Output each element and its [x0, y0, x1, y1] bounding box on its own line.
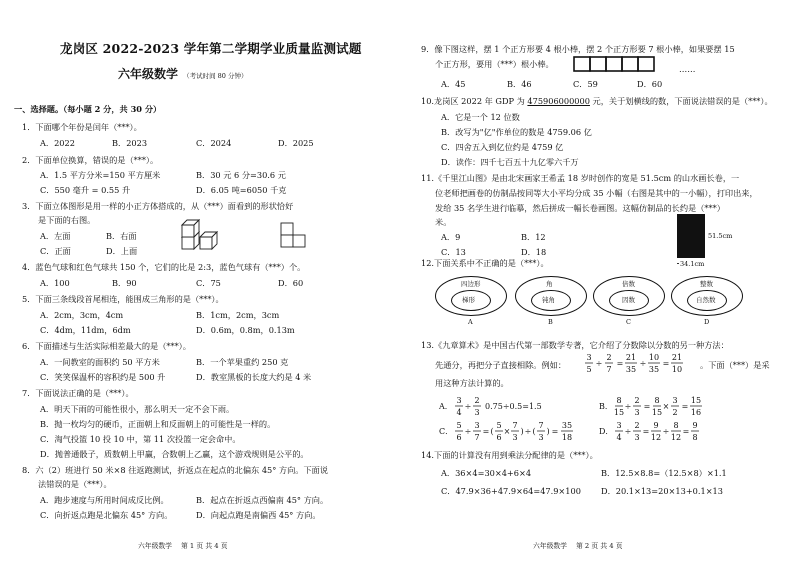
q1-option-d: D．2025: [278, 138, 314, 148]
svg-text:(: (: [490, 427, 494, 436]
q9-option-b: B．46: [507, 79, 532, 89]
q13-option-a: [433, 393, 553, 421]
q5-option-a: A．2cm，3cm，4cm: [40, 310, 124, 320]
svg-text:): ): [520, 427, 524, 436]
frac-den: 3: [474, 408, 480, 417]
question-9-line-2: 个正方形，要用（***）根小棒。: [435, 59, 554, 69]
q7-option-c: C．淘气投篮 10 投 10 中，第 11 次投篮一定会命中。: [40, 434, 241, 444]
question-1: 1．下面哪个年份是闰年（***）。: [22, 122, 142, 132]
q11-option-b: B．12: [521, 232, 546, 242]
frac-den: 15: [613, 408, 625, 417]
frac-den: 6: [456, 433, 462, 442]
venn-a-inner-label: 梯形: [462, 296, 475, 304]
q2-option-a: A．1.5 平方分米=150 平方厘米: [40, 170, 161, 180]
q4-option-d: D．60: [278, 278, 304, 288]
q9-option-d: D．60: [637, 79, 663, 89]
q4-option-a: A．100: [40, 278, 70, 288]
frac-den: 4: [456, 408, 462, 417]
venn-b-inner-label: 钝角: [542, 296, 555, 304]
venn-a-letter: A: [468, 318, 473, 326]
svg-text:÷: ÷: [662, 427, 670, 436]
q9-ellipsis: ……: [679, 64, 696, 74]
frac-num: 5: [456, 421, 462, 430]
frac-den: 8: [692, 433, 698, 442]
frac-den: 10: [671, 365, 683, 374]
q4-option-c: C．75: [196, 278, 221, 288]
frac-den: 7: [474, 433, 480, 442]
question-11-line-4: 米。: [435, 217, 452, 227]
q14-option-c: C．47.9×36+47.9×64=47.9×100: [441, 486, 581, 496]
venn-b-letter: B: [548, 318, 553, 326]
frac-num: 7: [538, 421, 544, 430]
frac-den: 16: [690, 408, 702, 417]
q8-option-b: B．起点在折返点西偏南 45° 方向。: [196, 495, 329, 505]
svg-text:÷: ÷: [464, 427, 472, 436]
svg-text:÷: ÷: [624, 427, 632, 436]
frac-num: 7: [512, 421, 518, 430]
svg-text:÷: ÷: [524, 427, 532, 436]
q13-option-c: [433, 418, 583, 446]
frac-den: 2: [672, 408, 678, 417]
svg-text:D．: D．: [599, 427, 614, 436]
q10-underlined-number: 475906000000: [527, 96, 590, 106]
venn-a-outer-label: 四边形: [461, 280, 481, 288]
q13-example-formula: [583, 351, 699, 377]
question-11-line-1: 11.《千里江山图》是由北宋画家王希孟 18 岁时创作的宽是 51.5cm 的山水画长卷，一: [421, 173, 740, 183]
question-9-line-1: 9．像下图这样，摆 1 个正方形要 4 根小棒，摆 2 个正方形要 7 根小棒，如果要摆 15: [421, 44, 735, 54]
question-13-line-3: 用这种方法计算的。: [435, 378, 509, 388]
q3-option-d: D．上面: [106, 246, 138, 256]
question-2: 2．下面单位换算，错误的是（***）。: [22, 155, 159, 165]
frac-num: 8: [673, 421, 679, 430]
q4-option-b: B．90: [112, 278, 137, 288]
frac-den: 3: [512, 433, 518, 442]
question-8-line-2: 法错误的是（***）。: [38, 479, 112, 489]
q5-option-b: B．1cm，2cm，3cm: [196, 310, 280, 320]
svg-text:B．: B．: [599, 402, 613, 411]
q10-text-pre: 10.龙岗区 2022 年 GDP 为: [421, 96, 528, 106]
frac-num: 2: [634, 421, 640, 430]
question-13-line-2-text: 先通分，再把分子直接相除。例如：: [435, 360, 567, 370]
q7-option-d: D．抛普通骰子，质数朝上甲赢，合数朝上乙赢，这个游戏规则是公平的。: [40, 449, 309, 459]
svg-text:÷: ÷: [624, 402, 632, 411]
question-13-line-2-tail: 。下面（***）是采: [700, 360, 770, 370]
svg-text:÷: ÷: [639, 359, 647, 368]
svg-text:÷: ÷: [595, 359, 603, 368]
q11-option-c: C．13: [441, 247, 466, 257]
q6-option-d: D．教室黑板的长度大约是 4 米: [196, 372, 312, 382]
svg-text:A．: A．: [439, 402, 453, 411]
venn-d-letter: D: [704, 318, 710, 326]
frac-num: 3: [586, 353, 592, 362]
venn-d: [671, 276, 743, 324]
svg-text:=: =: [643, 402, 651, 411]
frac-num: 5: [496, 421, 502, 430]
q11-option-d: D．18: [521, 247, 547, 257]
q5-option-c: C．4dm，11dm，6dm: [40, 325, 131, 335]
question-4: 4．蓝色气球和红色气球共 150 个，它们的比是 2:3，蓝色气球有（***）个。: [22, 262, 306, 272]
painting-width-label: 34.1cm: [680, 260, 705, 268]
frac-den: 5: [586, 365, 592, 374]
svg-text:=: =: [482, 427, 490, 436]
frac-num: 8: [616, 396, 622, 405]
exam-title: 龙岗区 2022-2023 学年第二学期学业质量监测试题: [60, 41, 362, 56]
q6-option-b: B．一个苹果重约 250 克: [196, 357, 289, 367]
q2-option-b: B．30 元 6 分=30.6 元: [196, 170, 286, 180]
q10-option-a: A．它是一个 12 位数: [441, 112, 520, 122]
frac-num: 9: [692, 421, 698, 430]
page-footer: 六年级数学 第 1 页 共 4 页: [138, 542, 228, 550]
frac-den: 7: [606, 365, 612, 374]
frac-num: 3: [474, 421, 480, 430]
frac-num: 35: [561, 421, 573, 430]
svg-text:=: =: [662, 359, 670, 368]
question-11-line-2: 位老师把画卷的仿制品按同等大小平均分成 35 小幅（右图是其中的一小幅），打印出来，: [435, 188, 758, 198]
page-2: [397, 0, 794, 561]
exam-subtitle-row: [118, 63, 248, 82]
venn-c-letter: C: [626, 318, 631, 326]
question-11-line-3: 发给 35 名学生进行临摹，然后拼成一幅长卷画图。这幅仿制品的长约是（***）: [435, 203, 725, 213]
top-view-figure: [280, 222, 310, 252]
q13-option-d: [595, 418, 725, 446]
q7-option-a: A．明天下雨的可能性很小，那么明天一定不会下雨。: [40, 404, 235, 414]
svg-text:=: =: [681, 402, 689, 411]
venn-b-outer-label: 角: [546, 280, 553, 288]
question-8-line-1: 8．六（2）班进行 50 米×8 往返跑测试，折返点在起点的北偏东 45° 方向。下面说: [22, 465, 329, 475]
q10-option-c: C．四舍五入到亿位约是 4759 亿: [441, 142, 564, 152]
frac-num: 15: [690, 396, 702, 405]
q1-option-a: A．2022: [40, 138, 75, 148]
q3-option-b: B．右面: [106, 231, 137, 241]
venn-c-outer-label: 倍数: [622, 280, 635, 288]
venn-c: [593, 276, 665, 324]
q6-option-a: A．一间教室的面积约 50 平方米: [40, 357, 160, 367]
question-3-line-2: 是下面的右图。: [38, 215, 96, 225]
frac-den: 12: [650, 433, 662, 442]
q8-option-c: C．向折返点跑是北偏东 45° 方向。: [40, 510, 173, 520]
frac-den: 3: [634, 408, 640, 417]
q1-option-b: B．2023: [112, 138, 148, 148]
q3-option-c: C．正面: [40, 246, 71, 256]
svg-text:×: ×: [662, 402, 670, 411]
q14-option-d: D．20.1×13=20×13+0.1×13: [601, 486, 723, 496]
q6-option-c: C．笑笑保温杯的容积约是 500 升: [40, 372, 166, 382]
svg-text:×: ×: [503, 427, 511, 436]
venn-d-outer-label: 整数: [700, 280, 713, 288]
q11-option-a: A．9: [441, 232, 461, 242]
matchstick-squares-figure: [573, 55, 673, 75]
section-heading: 一、选择题。（每小题 2 分，共 30 分）: [14, 104, 162, 114]
q13-option-b: [595, 393, 715, 421]
svg-text:(: (: [532, 427, 536, 436]
venn-b: [515, 276, 587, 324]
frac-num: 8: [654, 396, 660, 405]
frac-num: 3: [616, 421, 622, 430]
question-14: 14.下面的计算没有用到乘法分配律的是（***）。: [421, 450, 598, 460]
frac-num: 3: [672, 396, 678, 405]
question-12: 12.下面关系中不正确的是（***）。: [421, 258, 549, 268]
frac-den: 6: [496, 433, 502, 442]
q10-option-b: B．改写为"亿"作单位的数是 4759.06 亿: [441, 127, 592, 137]
frac-den: 18: [561, 433, 573, 442]
frac-num: 9: [653, 421, 659, 430]
frac-num: 2: [474, 396, 480, 405]
painting-height-label: 51.5cm: [708, 232, 733, 240]
question-13-line-1: 13.《九章算术》是中国古代第一部数学专著，它介绍了分数除以分数的另一种方法：: [421, 340, 729, 350]
frac-num: 10: [648, 353, 660, 362]
cube-stack-figure: [180, 218, 240, 252]
svg-text:÷: ÷: [464, 402, 472, 411]
q5-option-d: D．0.6m，0.8m，0.13m: [196, 325, 295, 335]
page-footer: 六年级数学 第 2 页 共 4 页: [533, 542, 623, 550]
svg-text:=: =: [682, 427, 690, 436]
frac-den: 3: [634, 433, 640, 442]
q14-option-a: A．36×4=30×4+6×4: [441, 468, 532, 478]
question-10: [421, 96, 773, 106]
q2-option-d: D．6.05 吨=6050 千克: [196, 185, 287, 195]
svg-text:=: =: [551, 427, 559, 436]
frac-den: 12: [670, 433, 682, 442]
venn-c-inner-label: 因数: [622, 296, 635, 304]
frac-num: 2: [634, 396, 640, 405]
q8-option-d: D．向起点跑是南偏西 45° 方向。: [196, 510, 321, 520]
frac-num: 2: [606, 353, 612, 362]
venn-a: [435, 276, 507, 324]
svg-text:=: =: [616, 359, 624, 368]
q1-option-c: C．2024: [196, 138, 232, 148]
svg-text:): ): [546, 427, 550, 436]
frac-den: 4: [616, 433, 622, 442]
question-7: 7．下面说法正确的是（***）。: [22, 388, 134, 398]
q10-option-d: D．读作：四千七百五十九亿零六千万: [441, 157, 579, 167]
svg-text:=: =: [642, 427, 650, 436]
q10-text-post: 元，关于划横线的数，下面说法错误的是（***）。: [589, 96, 773, 106]
frac-den: 3: [538, 433, 544, 442]
q9-option-a: A．45: [441, 79, 466, 89]
frac-den: 35: [648, 365, 660, 374]
q9-option-c: C．59: [573, 79, 598, 89]
frac-num: 21: [625, 353, 637, 362]
frac-num: 3: [456, 396, 462, 405]
painting-segment: [677, 214, 705, 258]
frac-den: 15: [651, 408, 663, 417]
q13-a-tail: 0.75÷0.5=1.5: [485, 402, 542, 411]
venn-d-inner-label: 自然数: [696, 296, 716, 304]
q14-option-b: B．12.5×8.8=（12.5×8）×1.1: [601, 468, 727, 478]
exam-subtitle: 六年级数学: [118, 67, 179, 81]
q8-option-a: A．跑步速度与所用时间成反比例。: [40, 495, 169, 505]
time-note: （考试时间 80 分钟）: [183, 72, 248, 80]
question-5: 5．下面三条线段首尾相连，能围成三角形的是（***）。: [22, 294, 224, 304]
question-3-line-1: 3．下面立体图形是用一样的小正方体搭成的，从（***）面看到的形状恰好: [22, 201, 294, 211]
question-6: 6．下面描述与生活实际相差最大的是（***）。: [22, 341, 191, 351]
q3-option-a: A．左面: [40, 231, 71, 241]
svg-text:C．: C．: [439, 427, 454, 436]
q2-option-c: C．550 毫升 = 0.55 升: [40, 185, 131, 195]
frac-den: 35: [625, 365, 637, 374]
q7-option-b: B．抛一枚均匀的硬币，正面朝上和反面朝上的可能性是一样的。: [40, 419, 276, 429]
frac-num: 21: [671, 353, 683, 362]
